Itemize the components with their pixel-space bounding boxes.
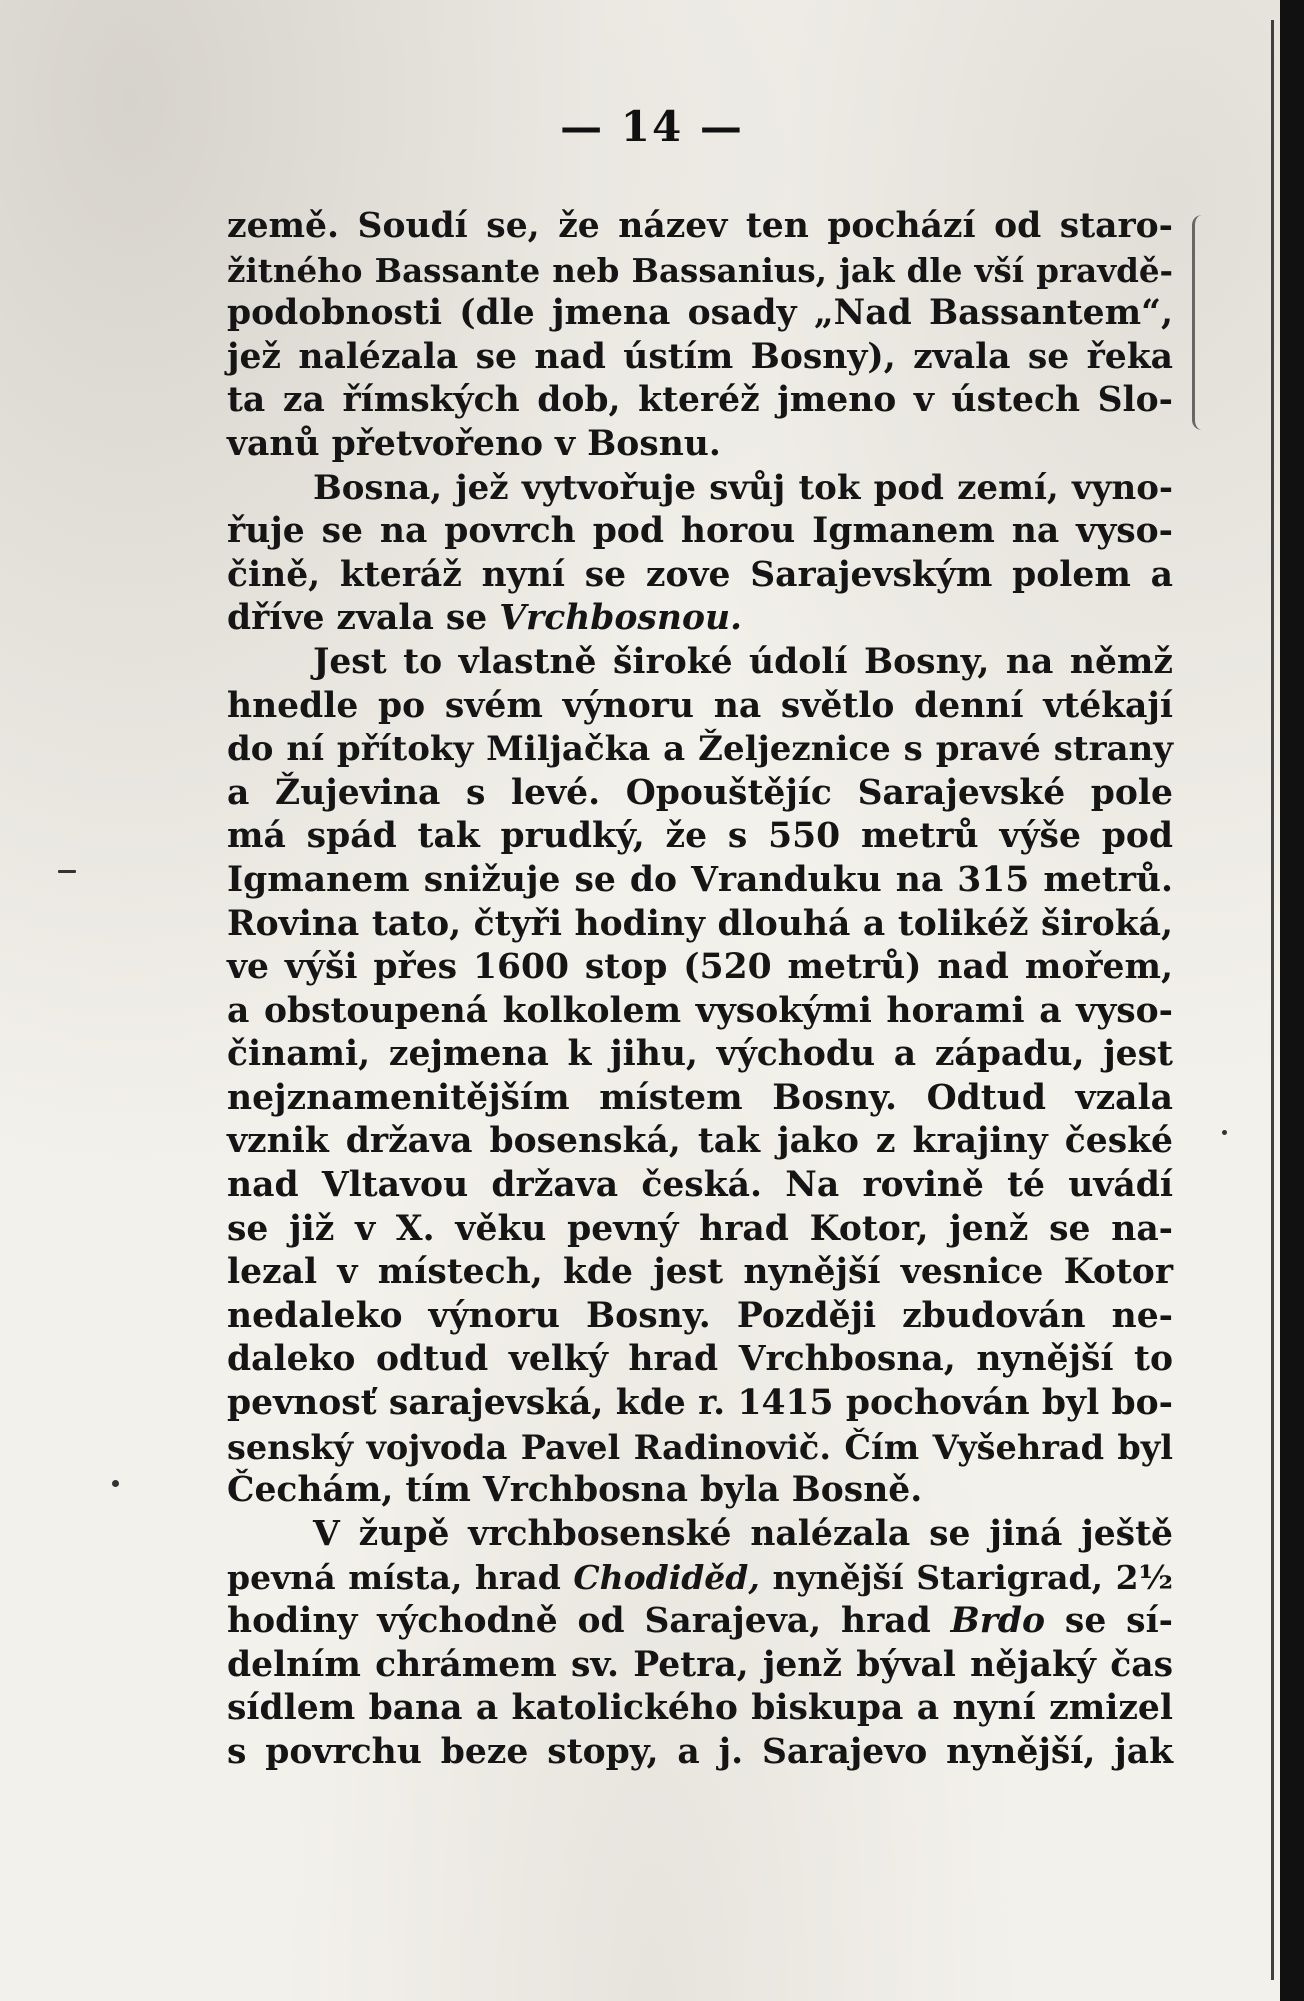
text-line (227, 1731, 1173, 1775)
text-segment: Rovina tato, čtyři hodiny dlouhá a tolikéž široká, (227, 903, 1173, 944)
text-line (227, 903, 1173, 947)
text-line (227, 1469, 1173, 1513)
text-segment: řuje se na povrch pod horou Igmanem na vyso- (227, 511, 1173, 552)
text-segment: se již v X. věku pevný hrad Kotor, jenž se na- (227, 1208, 1173, 1249)
italic-text-segment: Chodiděd, (573, 1558, 760, 1598)
text-line (227, 772, 1173, 816)
text-line (227, 510, 1173, 554)
text-segment: dříve zvala se (227, 598, 500, 639)
text-segment: sídlem bana a katolického biskupa a nyní zmizel (227, 1688, 1173, 1729)
text-segment: daleko odtud velký hrad Vrchbosna, nynější to (227, 1339, 1173, 1380)
text-segment: činami, zejmena k jihu, východu a západu, jest (227, 1034, 1173, 1075)
text-line (227, 685, 1173, 729)
text-line (227, 205, 1173, 249)
text-segment: čině, kteráž nyní se zove Sarajevským polem a (227, 554, 1173, 595)
page-edge-line (1271, 20, 1274, 1980)
text-segment: pevná místa, hrad (227, 1558, 574, 1598)
text-line (227, 379, 1173, 423)
text-line (227, 1251, 1173, 1295)
text-line (227, 1426, 1173, 1470)
text-segment: má spád tak prudký, že s 550 metrů výše pod (227, 816, 1173, 857)
text-segment: Čechám, tím Vrchbosna byla Bosně. (227, 1470, 923, 1511)
text-segment: Igmanem snižuje se do Vranduku na 315 metrů. (227, 859, 1173, 900)
text-line (227, 1556, 1173, 1600)
margin-bracket-mark (1192, 215, 1213, 430)
text-line (227, 554, 1173, 598)
text-line (227, 859, 1173, 903)
text-segment: nynější Starigrad, 2½ (759, 1558, 1173, 1598)
text-segment: Jest to vlastně široké údolí Bosny, na němž (313, 641, 1173, 682)
text-segment: V župě vrchbosenské nalézala se jiná ještě (313, 1513, 1173, 1554)
text-segment: do ní přítoky Miljačka a Željeznice s pravé strany (227, 729, 1173, 770)
text-segment: se sí- (1045, 1601, 1174, 1641)
text-segment: vanů přetvořeno v Bosnu. (227, 423, 721, 464)
text-line (227, 336, 1173, 380)
text-line (227, 641, 1173, 685)
text-segment: ta za římských dob, kteréž jmeno v ústech Slo- (227, 380, 1173, 421)
italic-text-segment: Vrchbosnou. (499, 598, 743, 639)
text-line (227, 1033, 1173, 1077)
text-line (227, 1338, 1173, 1382)
text-segment: pevnosť sarajevská, kde r. 1415 pochován byl bo- (227, 1383, 1173, 1424)
text-line (227, 467, 1173, 511)
text-line (227, 946, 1173, 990)
text-segment: Bosna, jež vytvořuje svůj tok pod zemí, vyno- (313, 467, 1173, 508)
text-line (227, 990, 1173, 1034)
text-line (227, 1164, 1173, 1208)
text-line (227, 1120, 1173, 1164)
page-number: — 14 — (560, 102, 744, 151)
text-segment: nejznamenitějším místem Bosny. Odtud vzala (227, 1077, 1173, 1118)
text-segment: ve výši přes 1600 stop (520 metrů) nad mořem, (227, 947, 1173, 988)
text-segment: a obstoupená kolkolem vysokými horami a vyso- (227, 990, 1173, 1031)
text-segment: a Žujevina s levé. Opouštějíc Sarajevské pole (227, 772, 1173, 813)
text-line (227, 292, 1173, 336)
text-segment: země. Soudí se, že název ten pochází od staro- (227, 206, 1173, 246)
text-segment: nedaleko výnoru Bosny. Později zbudován ne- (227, 1295, 1173, 1336)
text-segment: delním chrámem sv. Petra, jenž býval nějaký čas (227, 1644, 1173, 1685)
text-line (227, 1600, 1173, 1644)
text-line (227, 1077, 1173, 1121)
text-line (227, 815, 1173, 859)
text-line (227, 1687, 1173, 1731)
text-segment: vznik država bosenská, tak jako z krajiny české (227, 1121, 1173, 1162)
text-segment: senský vojvoda Pavel Radinovič. Čím Vyšehrad byl (227, 1427, 1173, 1467)
page-edge-shadow (1280, 0, 1304, 2001)
text-line (227, 1295, 1173, 1339)
text-line (227, 1382, 1173, 1426)
italic-text-segment: Brdo (950, 1601, 1046, 1641)
text-segment: žitného Bassante neb Bassanius, jak dle vší pravdě- (227, 250, 1173, 290)
text-segment: s povrchu beze stopy, a j. Sarajevo nynější, jak (227, 1731, 1173, 1772)
text-segment: nad Vltavou država česká. Na rovině té uvádí (227, 1165, 1173, 1206)
text-line (227, 597, 1173, 641)
text-line (227, 1208, 1173, 1252)
text-segment: lezal v místech, kde jest nynější vesnice Kotor (227, 1252, 1173, 1293)
text-segment: hodiny východně od Sarajeva, hrad (227, 1601, 951, 1641)
body-text (227, 205, 1173, 1774)
text-line (227, 249, 1173, 293)
speck-mark (58, 870, 76, 873)
text-segment: podobnosti (dle jmena osady „Nad Bassantem“, (227, 293, 1173, 334)
text-line (227, 728, 1173, 772)
text-line (227, 423, 1173, 467)
text-line (227, 1644, 1173, 1688)
text-segment: jež nalézala se nad ústím Bosny), zvala se řeka (227, 336, 1173, 377)
text-line (227, 1513, 1173, 1557)
text-segment: hnedle po svém výnoru na světlo denní vtékají (227, 685, 1173, 726)
speck-mark (112, 1480, 119, 1487)
speck-mark (1222, 1130, 1227, 1135)
